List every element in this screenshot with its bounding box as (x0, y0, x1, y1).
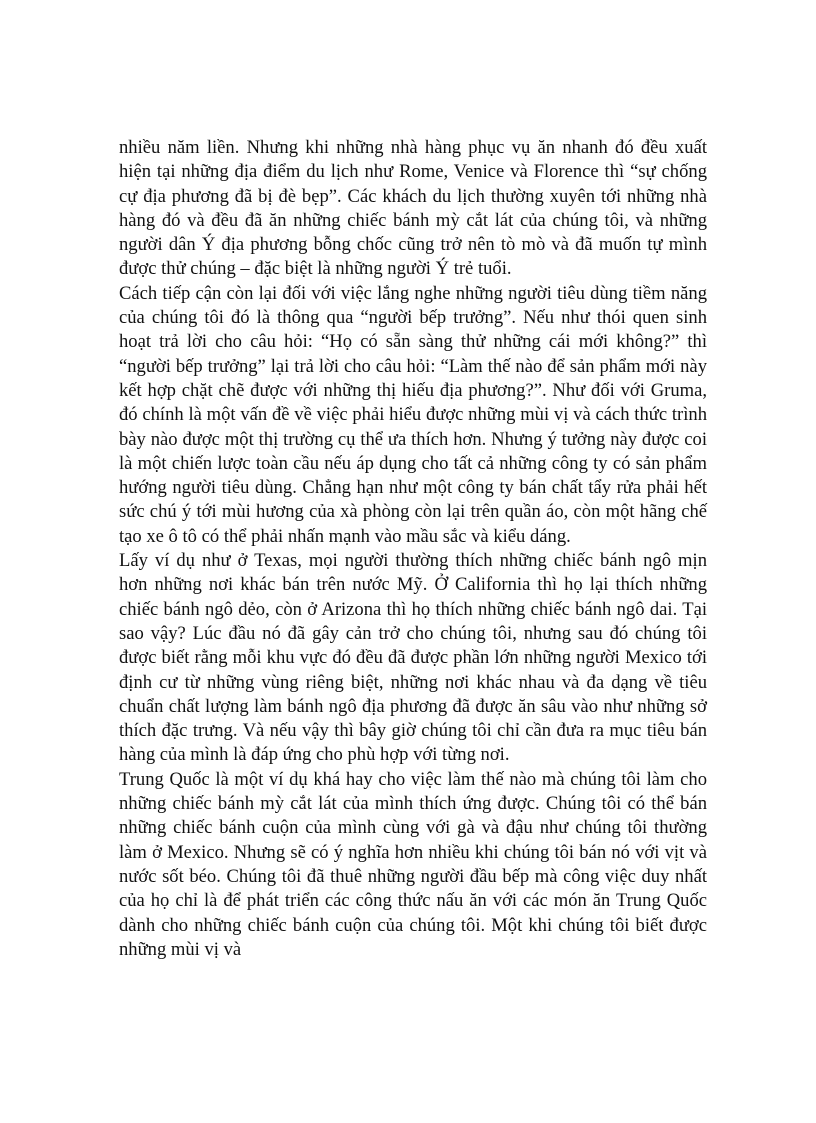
paragraph-italy-tourists: nhiều năm liền. Nhưng khi những nhà hàng phục vụ ăn nhanh đó đều xuất hiện tại những địa điểm du lịch như Rome, Venice và Florence thì “sự chống cự địa phương đã bị đè bẹp”. Các khách du lịch thường xuyên tới những nhà hàng đó và đều đã ăn những chiếc bánh mỳ cắt lát của chúng tôi, và những người dân Ý địa phương bỗng chốc cũng trở nên tò mò và đã muốn tự mình được thử chúng – đặc biệt là những người Ý trẻ tuổi. (119, 137, 707, 280)
document-page (119, 136, 707, 962)
paragraph-head-chef: Cách tiếp cận còn lại đối với việc lắng nghe những người tiêu dùng tiềm năng của chúng tôi đó là thông qua “người bếp trưởng”. Nếu như thói quen sinh hoạt trả lời cho câu hỏi: “Họ có sẵn sàng thử những cái mới không?” thì “người bếp trưởng” lại trả lời cho câu hỏi: “Làm thế nào để sản phẩm mới này kết hợp chặt chẽ được với những thị hiếu địa phương?”. Như đối với Gruma, đó chính là một vấn đề về việc phải hiểu được những mùi vị và cách thức trình bày nào được một thị trường cụ thể ưa thích hơn. Nhưng ý tưởng này được coi là một chiến lược toàn cầu nếu áp dụng cho tất cả những công ty có sản phẩm hướng người tiêu dùng. Chẳng hạn như một công ty bán chất tẩy rửa phải hết sức chú ý tới mùi hương của xà phòng còn lại trên quần áo, còn một hãng chế tạo xe ô tô có thể phải nhấn mạnh vào mầu sắc và kiểu dáng. (119, 282, 707, 547)
paragraph-texas-tortillas: Lấy ví dụ như ở Texas, mọi người thường thích những chiếc bánh ngô mịn hơn những nơi khác bán trên nước Mỹ. Ở California thì họ lại thích những chiếc bánh ngô dẻo, còn ở Arizona thì họ thích những chiếc bánh ngô dai. Tại sao vậy? Lúc đầu nó đã gây cản trở cho chúng tôi, nhưng sau đó chúng tôi được biết rằng mỗi khu vực đó đều đã được phần lớn những người Mexico tới định cư từ những vùng riêng biệt, những nơi khác nhau và đa dạng về tiêu chuẩn chất lượng làm bánh ngô địa phương đã được ăn sâu vào như những sở thích đặc trưng. Và nếu vậy thì bây giờ chúng tôi chỉ cần đưa ra mục tiêu bán hàng của mình là đáp ứng cho phù hợp với từng nơi. (119, 550, 707, 766)
paragraph-china-adaptation: Trung Quốc là một ví dụ khá hay cho việc làm thế nào mà chúng tôi làm cho những chiếc bánh mỳ cắt lát của mình thích ứng được. Chúng tôi có thể bán những chiếc bánh cuộn của mình cùng với gà và đậu như chúng tôi thường làm ở Mexico. Nhưng sẽ có ý nghĩa hơn nhiều khi chúng tôi bán nó với vịt và nước sốt béo. Chúng tôi đã thuê những người đầu bếp mà công việc duy nhất của họ chỉ là để phát triển các công thức nấu ăn với các món ăn Trung Quốc dành cho những chiếc bánh cuộn của chúng tôi. Một khi chúng tôi biết được những mùi vị và (119, 768, 707, 960)
